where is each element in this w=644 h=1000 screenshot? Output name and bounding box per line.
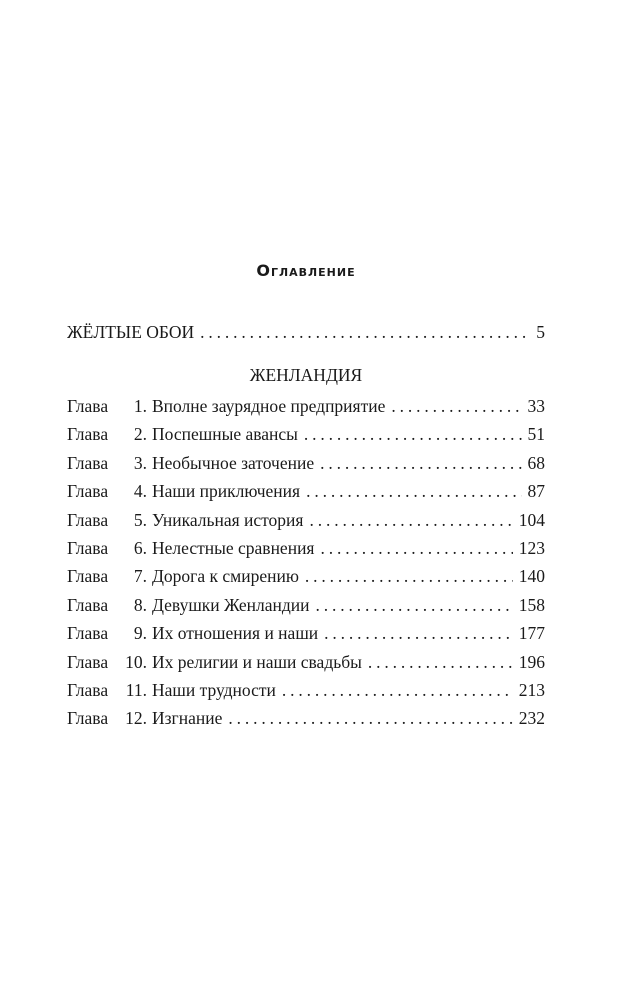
chapter-word: Глава	[67, 538, 109, 558]
chapter-title: Уникальная история	[152, 509, 304, 530]
chapter-title: Девушки Женландии	[152, 594, 310, 615]
dot-leader	[320, 453, 521, 474]
chapter-word: Глава	[67, 396, 109, 416]
chapter-page: 51	[527, 424, 545, 445]
chapter-title: Наши трудности	[152, 680, 276, 700]
chapter-page: 196	[518, 651, 545, 672]
chapter-number: 4.	[133, 481, 147, 502]
chapter-page: 33	[527, 396, 545, 416]
dot-leader	[282, 680, 513, 701]
toc-chapter-row[interactable]	[67, 708, 545, 732]
dot-leader	[309, 510, 512, 531]
chapter-page: 232	[518, 708, 545, 729]
chapter-word: Глава	[67, 680, 109, 700]
section-heading: ЖЕНЛАНДИЯ	[249, 365, 363, 385]
chapter-number: 5.	[133, 509, 147, 530]
toc-chapter-row[interactable]	[67, 453, 545, 477]
dot-leader	[304, 424, 522, 445]
toc-chapter-row[interactable]	[67, 510, 545, 534]
chapter-title: Изгнание	[152, 708, 223, 729]
chapter-title: Их отношения и наши	[152, 623, 319, 644]
chapter-number: 6.	[133, 538, 147, 558]
dot-leader	[391, 396, 521, 417]
entry-title: ЖЁЛТЫЕ ОБОИ	[67, 322, 195, 342]
chapter-title: Поспешные авансы	[152, 424, 298, 445]
chapter-title: Вполне заурядное предприятие	[152, 396, 386, 416]
chapter-number: 10.	[125, 651, 147, 672]
chapter-word: Глава	[67, 481, 109, 502]
chapter-number: 3.	[133, 452, 147, 473]
chapter-number: 8.	[133, 594, 147, 615]
toc-chapter-row[interactable]	[67, 595, 545, 619]
chapter-word: Глава	[67, 651, 109, 672]
toc-entry-yellow-wallpaper[interactable]	[67, 322, 545, 346]
chapter-number: 2.	[133, 424, 147, 445]
chapter-word: Глава	[67, 594, 109, 615]
chapter-title: Наши приключения	[152, 481, 301, 502]
chapter-word: Глава	[67, 424, 109, 445]
dot-leader	[200, 322, 530, 343]
dot-leader	[306, 481, 521, 502]
chapter-word: Глава	[67, 566, 109, 587]
toc-chapter-row[interactable]	[67, 396, 545, 420]
chapter-page: 158	[518, 594, 545, 615]
chapter-page: 177	[518, 623, 545, 644]
chapter-number: 11.	[125, 680, 147, 700]
toc-chapter-row[interactable]	[67, 424, 545, 448]
chapter-page: 123	[518, 538, 545, 558]
chapter-page: 213	[518, 680, 545, 700]
chapter-number: 9.	[133, 623, 147, 644]
dot-leader	[320, 538, 512, 559]
chapter-title: Необычное заточение	[152, 452, 315, 473]
chapter-number: 7.	[133, 566, 147, 587]
chapter-page: 140	[518, 566, 545, 587]
chapter-title: Их религии и наши свадьбы	[152, 651, 362, 672]
chapter-page: 87	[527, 481, 545, 502]
toc-chapter-row[interactable]	[67, 652, 545, 676]
chapter-page: 68	[527, 452, 545, 473]
chapter-word: Глава	[67, 452, 109, 473]
toc-chapter-row[interactable]	[67, 538, 545, 562]
dot-leader	[315, 595, 512, 616]
dot-leader	[305, 566, 513, 587]
chapter-word: Глава	[67, 708, 109, 729]
toc-title: Оглавление	[256, 261, 356, 280]
chapter-word: Глава	[67, 623, 109, 644]
chapter-number: 1.	[133, 396, 147, 416]
toc-chapter-row[interactable]	[67, 566, 545, 590]
entry-page: 5	[536, 322, 545, 342]
dot-leader	[324, 623, 513, 644]
dot-leader	[368, 652, 513, 673]
toc-chapter-row[interactable]	[67, 481, 545, 505]
chapter-page: 104	[518, 509, 545, 530]
chapter-title: Дорога к смирению	[152, 566, 299, 587]
chapter-number: 12.	[125, 708, 147, 729]
dot-leader	[228, 708, 512, 729]
toc-chapter-row[interactable]	[67, 623, 545, 647]
toc-chapter-row[interactable]	[67, 680, 545, 704]
chapter-word: Глава	[67, 509, 109, 530]
chapter-title: Нелестные сравнения	[152, 538, 315, 558]
